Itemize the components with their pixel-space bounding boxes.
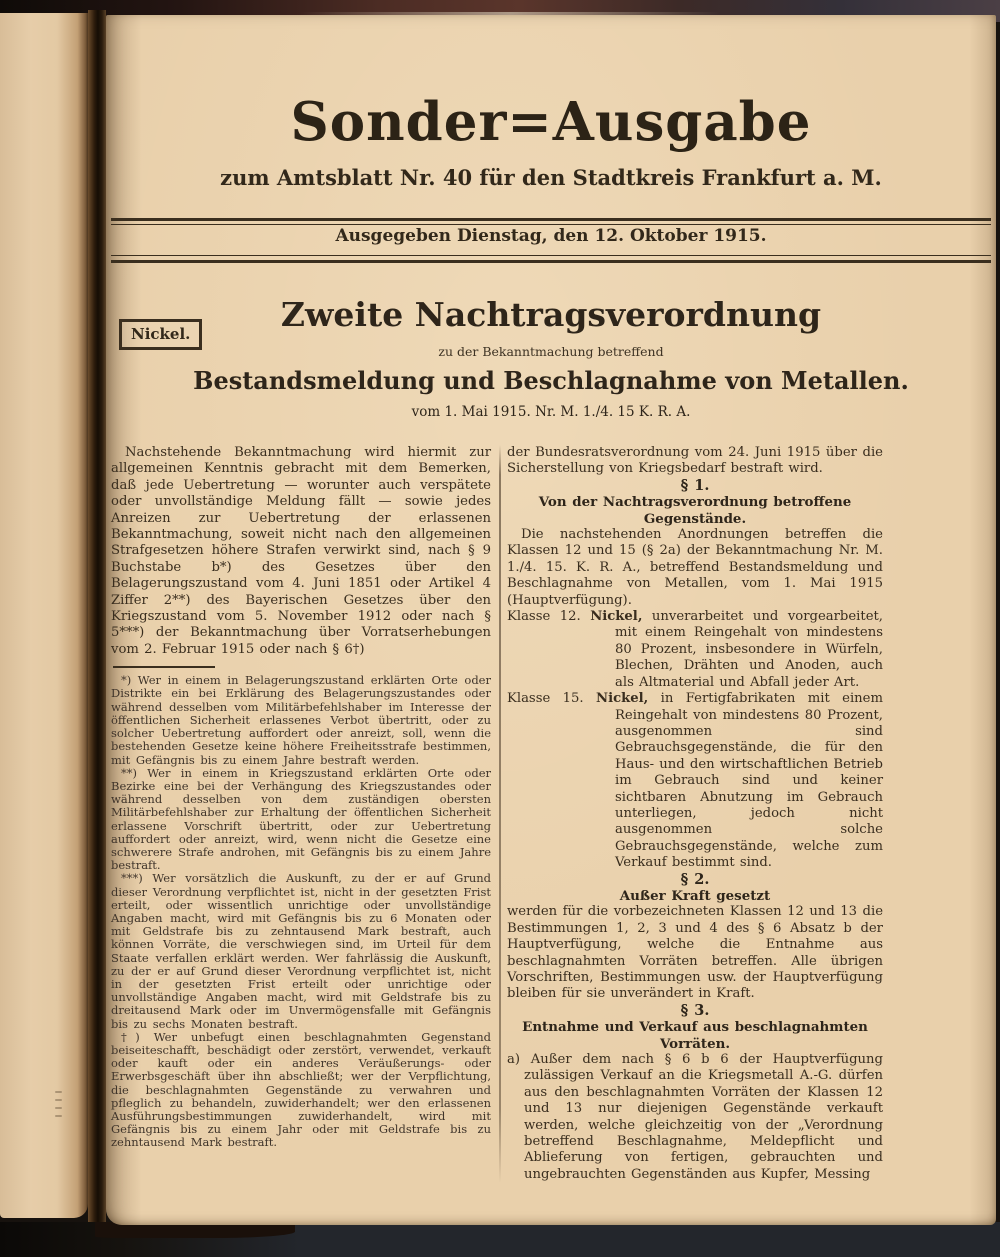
ordinance-reference: vom 1. Mai 1915. Nr. M. 1./4. 15 K. R. A.	[411, 403, 691, 420]
masthead	[156, 93, 946, 190]
ordinance-subtitle: zu der Bekanntmachung betreffend	[438, 343, 664, 359]
two-column-body	[111, 445, 991, 1183]
issue-date-line: Ausgegeben Dienstag, den 12. Oktober 1915.	[335, 226, 767, 246]
double-rule-bottom	[111, 255, 991, 263]
klasse-12-text: unverarbeitet und vorgearbeitet, mit einem Reingehalt von mindestens 80 Prozent, insbesondere in Würfeln, Blechen, Drähten und Anoden, auch als Altmaterial und Abfall jeder Art.	[615, 609, 883, 690]
footnote-dagger: †) Wer unbefugt einen beschlagnahmten Gegenstand beiseiteschafft, beschädigt oder zerstört, verwendet, verkauft oder kauft oder ein anderes Veräußerungs- oder Erwerbsgeschäft über ihn abschließt; wer der Verpflichtung, die beschlagnahmten Gegenstände zu verwahren und pfleglich zu behandeln, zuwiderhandelt; wer den erlassenen Ausführungsbestimmungen zuwiderhandelt, wird mit Gefängnis bis zu einem Jahr oder mit Geldstrafe bis zu zehntausend Mark bestraft.	[111, 1029, 491, 1150]
section-1-number: § 1.	[680, 476, 710, 494]
ordinance-subject: Bestandsmeldung und Beschlagnahme von Metallen.	[193, 365, 909, 395]
double-rule-top	[111, 218, 991, 225]
footnote-triple-star: ***) Wer vorsätzlich die Auskunft, zu der er auf Grund dieser Verordnung verpflichtet ist, nicht in der gesetzten Frist erteilt, oder wissentlich unrichtige oder unvollständige Angaben macht, wird mit Gefängnis bis zu 6 Monaten oder mit Geldstrafe bis zu zehntausend Mark bestraft, auch können Vorräte, die verschwiegen sind, im Urteil für dem Staate verfallen erklärt werden. Wer fahrlässig die Auskunft, zu der er auf Grund dieser Verordnung verpflichtet ist, nicht in der gesetzten Frist erteilt oder unrichtige oder unvollständige Angaben macht, wird mit Geldstrafe bis zu dreitausend Mark oder im Unvermögensfalle mit Gefängnis bis zu sechs Monaten bestraft.	[111, 871, 491, 1031]
footnote-double-star: **) Wer in einem in Kriegszustand erklärten Orte oder Bezirke eine bei der Verhängung des Kriegszustandes oder während desselben von dem zuständigen obersten Militärbefehlshaber zur Erhaltung der öffentlichen Sicherheit erlassene Vorschrift übertritt, oder zur Uebertretung auffordert oder anreizt, wird, wenn nicht die Gesetze eine schwerere Strafe androhen, mit Gefängnis bis zu einem Jahre bestraft.	[111, 765, 491, 873]
left-column	[111, 445, 491, 1183]
masthead-title: Sonder=Ausgabe	[290, 91, 812, 153]
section-2-number: § 2.	[680, 870, 710, 888]
section-1-heading: Von der Nachtragsverordnung betroffene Gegenstände.	[538, 494, 852, 527]
section-1-paragraph: Die nachstehenden Anordnungen betreffen die Klassen 12 und 15 (§ 2a) der Bekanntmachung Nr. M. 1./4. 15. K. R. A., betreffend Bestandsmeldung und Beschlagnahme von Metallen, vom 1. Mai 1915 (Hauptverfügung).	[507, 527, 883, 608]
klasse-12-name: Nickel,	[590, 609, 643, 625]
intro-paragraph: Nachstehende Bekanntmachung wird hiermit zur allgemeinen Kenntnis gebracht mit dem Bemerken, daß jede Uebertretung — worunter auch verspätete oder unvollständige Meldung fällt — sowie jedes Anreizen zur Uebertretung der erlassenen Bekanntmachung, soweit nicht nach den allgemeinen Strafgesetzen höhere Strafen verwirkt sind, nach § 9 Buchstabe b*) des Gesetzes über den Belagerungszustand vom 4. Juni 1851 oder Artikel 4 Ziffer 2**) des Bayerischen Gesetzes über den Kriegszustand vom 5. November 1912 oder nach § 5***) der Bekanntmachung über Vorratserhebungen vom 2. Februar 1915 oder nach § 6†)	[111, 445, 491, 657]
facing-page-edge	[0, 13, 88, 1218]
column-divider-rule	[499, 445, 501, 1183]
ordinance-title: Zweite Nachtragsverordnung	[280, 295, 822, 334]
klasse-15-label: Klasse 15.	[507, 691, 584, 707]
continuation-paragraph: der Bundesratsverordnung vom 24. Juni 1915 über die Sicherstellung von Kriegsbedarf bestraft wird.	[507, 445, 883, 477]
masthead-subtitle: zum Amtsblatt Nr. 40 für den Stadtkreis Frankfurt a. M.	[220, 165, 882, 191]
section-3-heading: Entnahme und Verkauf aus beschlagnahmten Vorräten.	[522, 1019, 868, 1052]
klasse-12-label: Klasse 12.	[507, 609, 581, 625]
item-a-text: Außer dem nach § 6 b 6 der Hauptverfügung zulässigen Verkauf an die Kriegsmetall A.-G. dürfen aus den beschlagnahmten Vorräten der Klassen 12 und 13 nur diejenigen Gegenstände verkauft werden, welche gleichzeitig von der „Verordnung betreffend Beschlagnahme, Meldepflicht und Ablieferung von fertigen, gebrauchten und ungebrauchten Gegenständen aus Kupfer, Messing	[524, 1052, 889, 1182]
section-2-heading: Außer Kraft gesetzt	[619, 887, 771, 904]
item-a-label: a)	[507, 1052, 521, 1068]
section-3-item-a	[507, 1052, 889, 1183]
scanned-document-page	[106, 15, 996, 1225]
margin-label-nickel: Nickel.	[119, 319, 202, 350]
margin-pencil-marks	[55, 1085, 65, 1145]
book-cover-bottom-edge	[0, 1222, 1000, 1257]
klasse-12-item	[507, 609, 883, 691]
section-2-paragraph: werden für die vorbezeichneten Klassen 12 und 13 die Bestimmungen 1, 2, 3 und 4 des § 6 Absatz b der Hauptverfügung, welche die Entnahme aus beschlagnahmten Vorräten betreffen. Alle übrigen Vorschriften, Bestimmungen usw. der Hauptverfügung bleiben für sie unverändert in Kraft.	[507, 904, 883, 1002]
ordinance-head	[156, 295, 946, 420]
book-gutter-shadow	[88, 10, 106, 1222]
footnote-star: *) Wer in einem in Belagerungszustand erklärten Orte oder Distrikte ein bei Erklärung des Belagerungszustandes oder während desselben vom Militärbefehlshaber im Interesse der öffentlichen Sicherheit erlassenes Verbot übertritt, oder zu solcher Uebertretung auffordert oder anreizt, soll, wenn die bestehenden Gesetze keine höhere Freiheitsstrafe bestimmen, mit Gefängnis bis zu einem Jahre bestraft werden.	[111, 673, 491, 767]
footnote-separator-rule	[113, 666, 215, 668]
klasse-15-text: in Fertigfabrikaten mit einem Reingehalt von mindestens 80 Prozent, ausgenommen sind Gebrauchsgegenstände, die für den Haus- und den wirtschaftlichen Betrieb im Gebrauch sind und keiner sichtbaren Abnutzung im Gebrauch unterliegen, jedoch nicht ausgenommen solche Gebrauchsgegenstände, welche zum Verkauf bestimmt sind.	[615, 691, 883, 871]
right-column	[507, 445, 889, 1183]
klasse-15-item	[507, 691, 883, 871]
section-3-number: § 3.	[680, 1001, 710, 1019]
footnotes-block	[111, 674, 491, 1149]
klasse-15-name: Nickel,	[596, 691, 649, 707]
